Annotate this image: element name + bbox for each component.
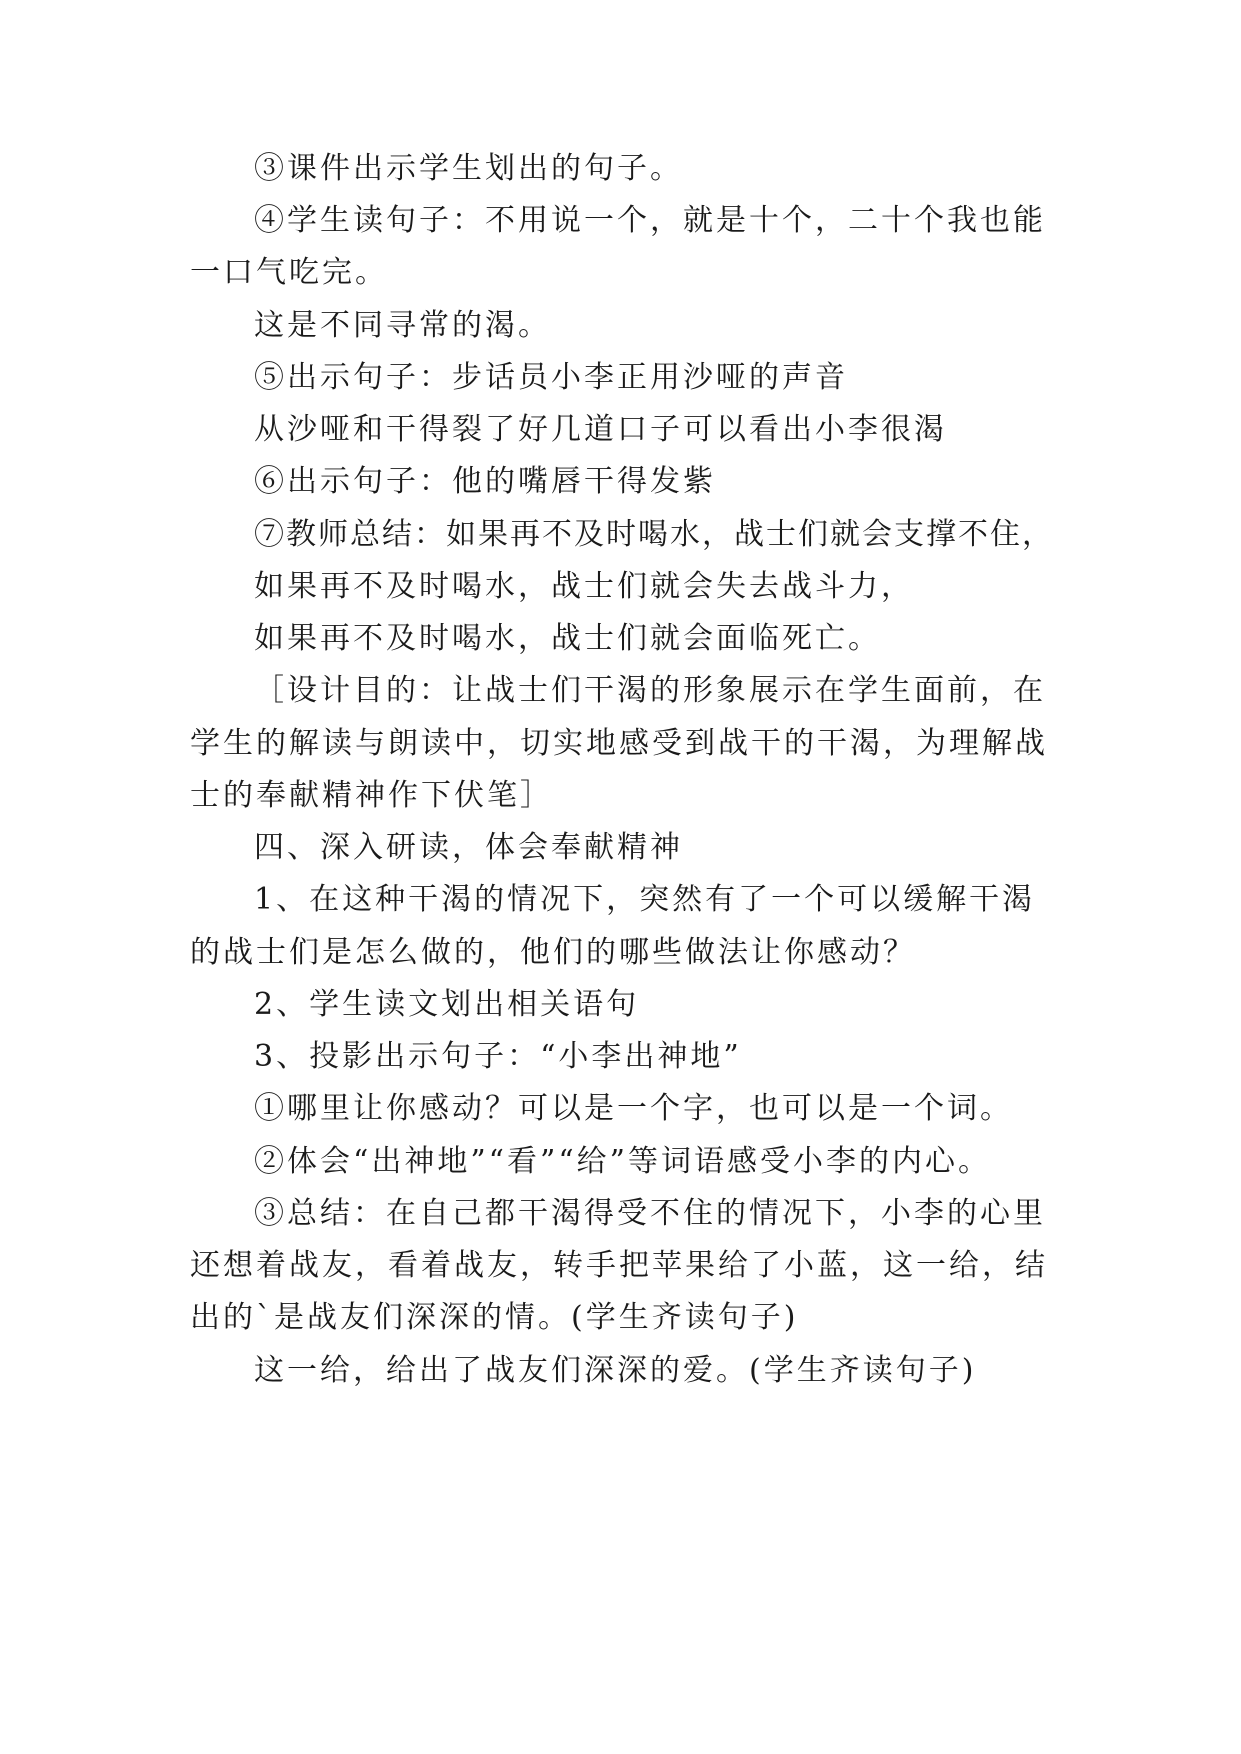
paragraph-line: 如果再不及时喝水，战士们就会失去战斗力， — [254, 569, 914, 604]
paragraph-line: 的战士们是怎么做的，他们的哪些做法让你感动？ — [190, 935, 916, 970]
section-heading: 四、深入研读，体会奉献精神 — [254, 830, 683, 865]
paragraph-line: 如果再不及时喝水，战士们就会面临死亡。 — [254, 621, 881, 656]
paragraph-line: 出的`是战友们深深的情。(学生齐读句子) — [190, 1300, 799, 1335]
paragraph-line: ①哪里让你感动？可以是一个字，也可以是一个词。 — [254, 1091, 1013, 1126]
paragraph-line: ③总结：在自己都干渴得受不住的情况下，小李的心里 — [254, 1196, 1046, 1231]
paragraph-line: ⑥出示句子：他的嘴唇干得发紫 — [254, 464, 716, 499]
paragraph-line: 这是不同寻常的渴。 — [254, 308, 551, 343]
paragraph-line: 一口气吃完。 — [190, 255, 388, 290]
paragraph-line: 2、学生读文划出相关语句 — [254, 987, 640, 1022]
paragraph-line: ⑤出示句子：步话员小李正用沙哑的声音 — [254, 360, 848, 395]
paragraph-line: 1、在这种干渴的情况下，突然有了一个可以缓解干渴 — [254, 882, 1036, 917]
paragraph-line: 这一给，给出了战友们深深的爱。(学生齐读句子) — [254, 1353, 977, 1388]
paragraph-line: ②体会“出神地”“看”“给”等词语感受小李的内心。 — [254, 1144, 992, 1179]
paragraph-line: 士的奉献精神作下伏笔］ — [190, 778, 553, 813]
paragraph-line: 学生的解读与朗读中，切实地感受到战干的干渴，为理解战 — [190, 726, 1048, 761]
paragraph-line: ⑦教师总结：如果再不及时喝水，战士们就会支撑不住， — [254, 517, 1054, 552]
paragraph-line: 从沙哑和干得裂了好几道口子可以看出小李很渴 — [254, 412, 947, 447]
paragraph-line: ③课件出示学生划出的句子。 — [254, 151, 683, 186]
paragraph-line: 3、投影出示句子：“小李出神地” — [254, 1039, 742, 1074]
paragraph-line: ④学生读句子：不用说一个，就是十个，二十个我也能 — [254, 203, 1046, 238]
paragraph-line: 还想着战友，看着战友，转手把苹果给了小蓝，这一给，结 — [190, 1248, 1048, 1283]
paragraph-line: ［设计目的：让战士们干渴的形象展示在学生面前，在 — [254, 673, 1046, 708]
